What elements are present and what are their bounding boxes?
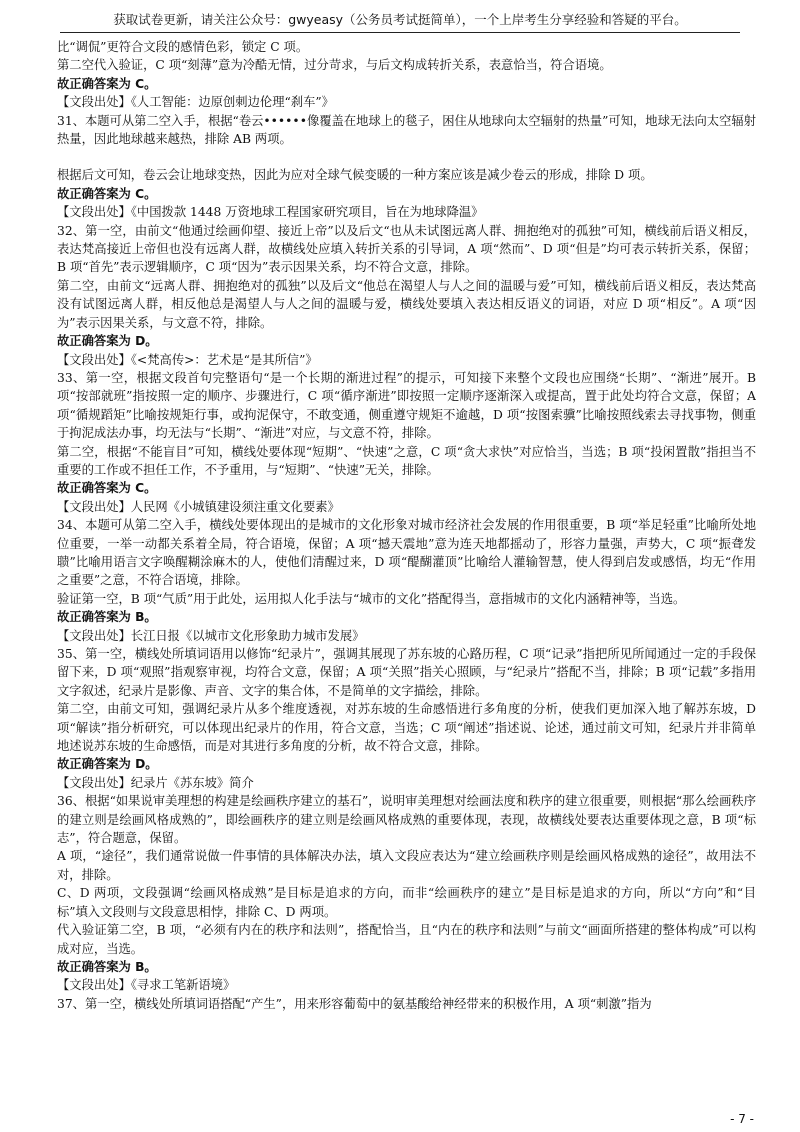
explanation-paragraph: A 项，“途径”，我们通常说做一件事情的具体解决办法，填入文段应表达为“建立绘画秩序则是绘画风格成熟的途径”，故用法不对，排除。 bbox=[57, 849, 756, 882]
explanation-paragraph: 【文段出处】《<梵高传>：艺术是“是其所信”》 bbox=[57, 352, 318, 367]
correct-answer-line: 故正确答案为 C。 bbox=[57, 481, 157, 496]
explanation-paragraph: 第二空，由前文可知，强调纪录片从多个维度透视，对苏东坡的生命感悟进行多角度的分析，使我们更加深入地了解苏东坡，D 项“解读”指分析研究，可以体现出纪录片的作用，符合文意，当选；C 项“阐述”指述说、论述，通过前文可知，纪录片并非简单地述说苏东坡的生命感悟，而是对其进行多角度的分析，故不符合文意，排除。 bbox=[57, 702, 756, 754]
page-header: 获取试卷更新，请关注公众号：gwyeasy（公务员考试挺简单），一个上岸考生分享经验和答疑的平台。 bbox=[60, 8, 740, 33]
correct-answer-line: 故正确答案为 C。 bbox=[57, 76, 157, 91]
explanation-paragraph: 33、第一空，根据文段首句完整语句“是一个长期的渐进过程”的提示，可知接下来整个文段也应围绕“长期”、“渐进”展开。B 项“按部就班”指按照一定的顺序、步骤进行，C 项“循序渐进”即按照一定顺序逐渐深入或提高，置于此处均符合文意，保留；A 项“循规蹈矩”比喻按规矩行事，或拘泥保守，不敢变通，侧重遵守规矩不逾越，D 项“按图索骥”比喻按照线索去寻找事物，侧重于拘泥成法办事，均无法与“长期”、“渐进”对应，与文意不符，排除。 bbox=[57, 370, 756, 441]
explanation-paragraph: 【文段出处】《中国拨款 1448 万资地球工程国家研究项目，旨在为地球降温》 bbox=[57, 205, 484, 220]
explanation-paragraph: 【文段出处】人民网《小城镇建设须注重文化要素》 bbox=[57, 499, 340, 514]
explanation-paragraph: 比“调侃”更符合文段的感情色彩，锁定 C 项。 bbox=[57, 40, 309, 54]
explanation-paragraph: 【文段出处】《人工智能：边原创刺边伦理“刹车”》 bbox=[57, 95, 334, 110]
explanation-paragraph: 36、根据“如果说审美理想的构建是绘画秩序建立的基石”，说明审美理想对绘画法度和秩序的建立很重要，则根据“那么绘画秩序的建立则是绘画风格成熟的”，即绘画秩序的建立则是绘画风格成熟的重要体现，表现，故横线处要表达重要体现之意，B 项“标志”，符合题意，保留。 bbox=[57, 794, 756, 846]
correct-answer-line: 故正确答案为 D。 bbox=[57, 757, 158, 772]
explanation-paragraph: C、D 两项，文段强调“绘画风格成熟”是目标是追求的方向，而非“绘画秩序的建立”是目标是追求的方向，所以“方向”和“目标”填入文段则与文段意思相悖，排除 C、D 两项。 bbox=[57, 886, 756, 919]
explanation-paragraph: 37、第一空，横线处所填词语搭配“产生”，用来形容葡萄中的氨基酸给神经带来的积极作用，A 项“刺激”指为 bbox=[57, 996, 652, 1011]
explanation-paragraph: 根据后文可知，卷云会让地球变热，因此为应对全球气候变暖的一种方案应该是减少卷云的形成，排除 D 项。 bbox=[57, 168, 653, 183]
explanation-paragraph: 【文段出处】《寻求工笔新语境》 bbox=[57, 978, 236, 993]
answer-explanation-body bbox=[57, 38, 756, 1108]
explanation-paragraph: 31、本题可从第二空入手，根据“卷云••••••像覆盖在地球上的毯子，困住从地球向太空辐射的热量”可知，地球无法向太空辐射热量，因此地球越来越热，排除 AB 两项。 bbox=[57, 113, 756, 147]
explanation-paragraph: 第二空代入验证，C 项“刻薄”意为冷酷无情，过分苛求，与后文构成转折关系，表意恰当，符合语境。 bbox=[57, 58, 612, 73]
explanation-paragraph: 验证第一空，B 项“气质”用于此处，运用拟人化手法与“城市的文化”搭配得当，意指城市的文化内涵精神等，当选。 bbox=[57, 591, 686, 606]
explanation-paragraph: 第二空，由前文“远离人群、拥抱绝对的孤独”以及后文“他总在渴望人与人之间的温暖与爱”可知，横线前后语义相反，表达梵高没有试图远离人群，相反他总是渴望人与人之间的温暖与爱，横线处要填入表达相反语义的词语，对应 D 项“相反”。A 项“因为”表示因果关系，与文意不符，排除。 bbox=[57, 278, 756, 330]
explanation-paragraph: 35、第一空，横线处所填词语用以修饰“纪录片”，强调其展现了苏东坡的心路历程，C 项“记录”指把所见所闻通过一定的手段保留下来，D 项“观照”指观察审视，均符合文意，保留；A 项“关照”指关心照顾，与“纪录片”搭配不当，排除；B 项“记载”多指用文字叙述，纪录片是影像、声音、文字的集合体，不是简单的文字描绘，排除。 bbox=[57, 647, 756, 698]
explanation-paragraph: 代入验证第二空，B 项，“必须有内在的秩序和法则”，搭配恰当，且“内在的秩序和法则”与前文“画面所搭建的整体构成”可以构成对应，当选。 bbox=[57, 923, 756, 956]
page-number: - 7 - bbox=[730, 1112, 754, 1126]
correct-answer-line: 故正确答案为 C。 bbox=[57, 186, 157, 201]
explanation-paragraph: 【文段出处】纪录片《苏东坡》简介 bbox=[57, 775, 254, 790]
correct-answer-line: 故正确答案为 D。 bbox=[57, 334, 158, 349]
correct-answer-line: 故正确答案为 B。 bbox=[57, 959, 157, 974]
blank-line bbox=[57, 148, 756, 166]
explanation-paragraph: 第二空，根据“不能盲目”可知，横线处要体现“短期”、“快速”之意，C 项“贪大求快”对应恰当，当选；B 项“投闲置散”指担当不重要的工作或不担任工作，不予重用，与“短期”、“快速”无关，排除。 bbox=[57, 444, 756, 477]
correct-answer-line: 故正确答案为 B。 bbox=[57, 610, 157, 625]
explanation-paragraph: 34、本题可从第二空入手，横线处要体现出的是城市的文化形象对城市经济社会发展的作用很重要，B 项“举足轻重”比喻所处地位重要，一举一动都关系着全局，符合语境，保留；A 项“撼天震地”意为连天地都摇动了，形容力量强，声势大，C 项“振聋发聩”比喻用语言文字唤醒糊涂麻木的人，使他们清醒过来，D 项“醍醐灌顶”比喻给人灌输智慧，使人得到启发或感悟，均无“作用之重要”之意，不符合语境，排除。 bbox=[57, 518, 756, 588]
explanation-paragraph: 32、第一空，由前文“他通过绘画仰望、接近上帝”以及后文“也从未试图远离人群、拥抱绝对的孤独”可知，横线前后语义相反，表达梵高接近上帝但也没有远离人群，故横线处应填入转折关系的引导词，A 项“然而”、D 项“但是”均可表示转折关系，保留；B 项“首先”表示逻辑顺序，C 项“因为”表示因果关系，均不符合文意，排除。 bbox=[57, 223, 756, 275]
explanation-paragraph: 【文段出处】长江日报《以城市文化形象助力城市发展》 bbox=[57, 628, 365, 643]
